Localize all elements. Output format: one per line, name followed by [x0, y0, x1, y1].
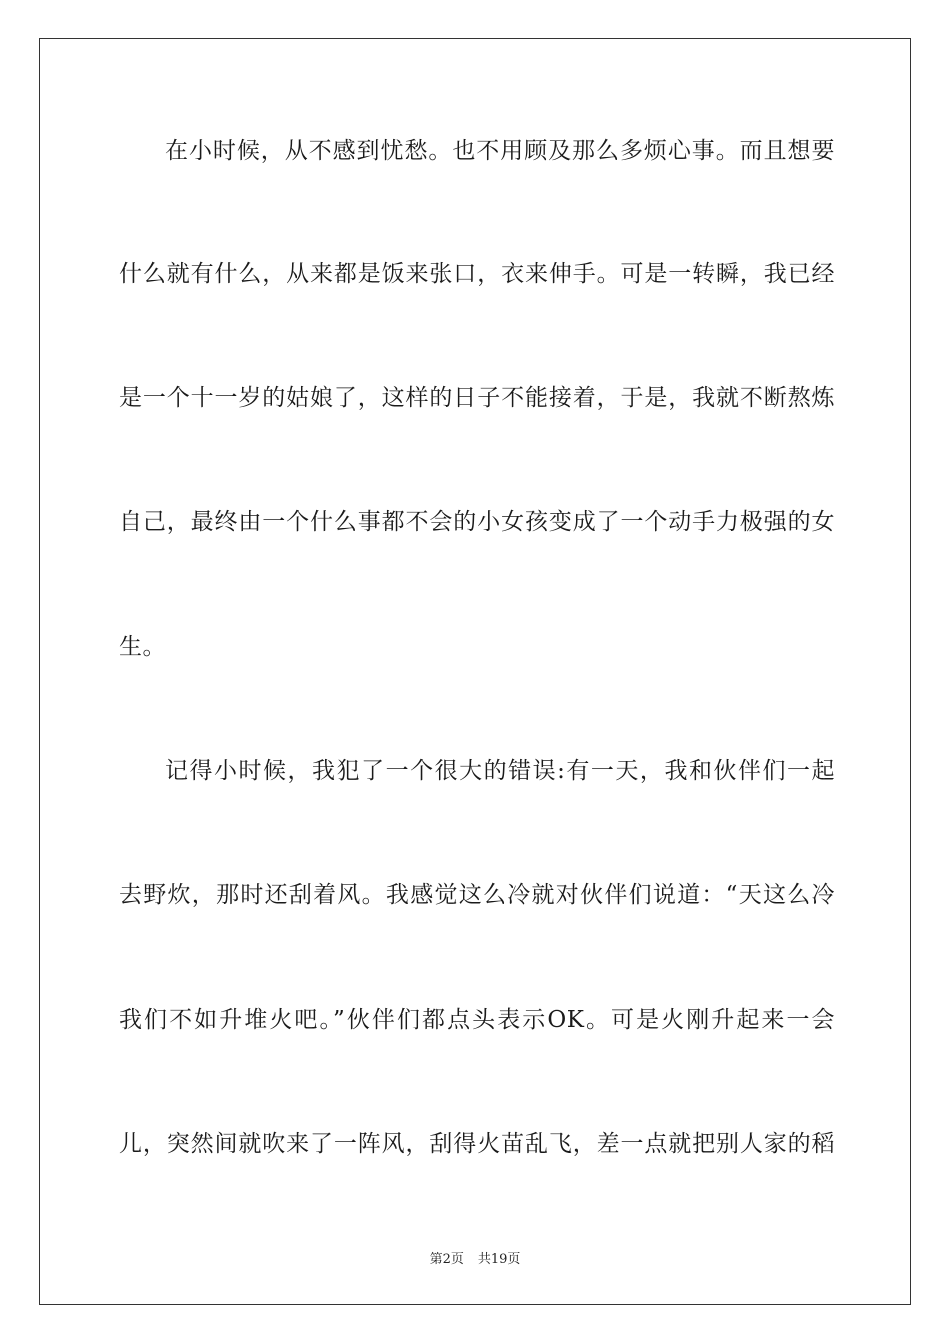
total-page-count: 共19页 [477, 1252, 521, 1267]
paragraph-1-line-2: 什么就有什么，从来都是饭来张口，衣来伸手。可是一转瞬，我已经 [119, 261, 835, 287]
paragraph-1-line-1: 在小时候，从不感到忧愁。也不用顾及那么多烦心事。而且想要 [165, 138, 835, 164]
paragraph-2-line-4: 儿，突然间就吹来了一阵风，刮得火苗乱飞，差一点就把别人家的稻 [119, 1131, 835, 1157]
paragraph-1-line-5: 生。 [119, 634, 166, 660]
paragraph-1-line-3: 是一个十一岁的姑娘了，这样的日子不能接着，于是，我就不断熬炼 [119, 385, 835, 411]
page-footer [0, 1248, 950, 1267]
paragraph-2-line-2: 去野炊，那时还刮着风。我感觉这么冷就对伙伴们说道：“天这么冷 [119, 882, 835, 908]
paragraph-2-line-1: 记得小时候，我犯了一个很大的错误:有一天，我和伙伴们一起 [165, 758, 835, 784]
paragraph-1-line-4: 自己，最终由一个什么事都不会的小女孩变成了一个动手力极强的女 [119, 509, 835, 535]
page-border [39, 38, 911, 1305]
current-page-number: 第2页 [429, 1252, 464, 1267]
paragraph-2-line-3: 我们不如升堆火吧。”伙伴们都点头表示OK。可是火刚升起来一会 [119, 1007, 835, 1033]
